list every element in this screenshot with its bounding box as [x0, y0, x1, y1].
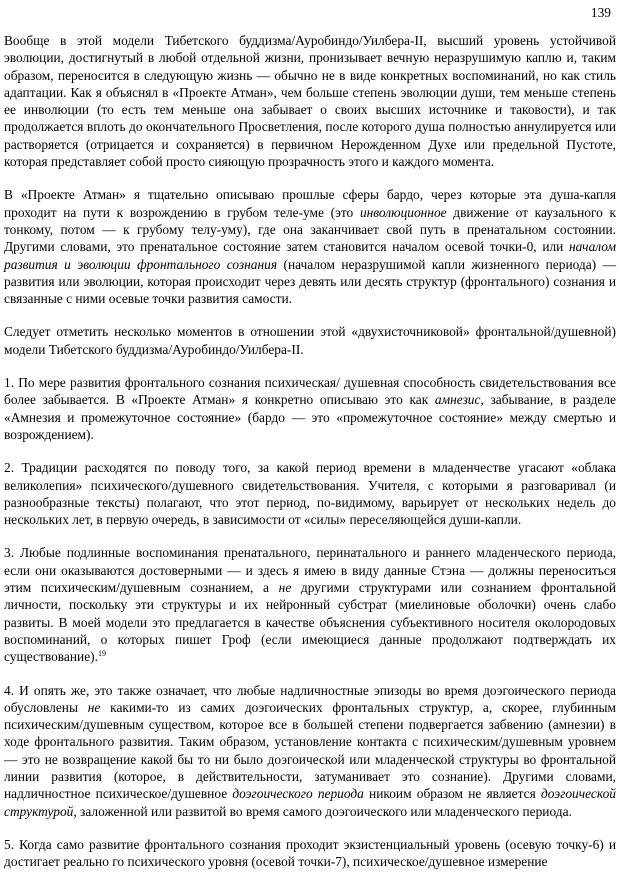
footnote-ref: 19 [97, 649, 106, 659]
paragraph [4, 323, 616, 358]
text-run: 4. И опять же, это также означает, что любые надличностные эпизоды во время доэгоического периода обусловлены [4, 682, 616, 715]
text-run: движение от каузального к тонкому, потом — к грубому телу-уму), где она заканчивает свой путь в пренатальном состоянии. Другими словами, это пренатальное состояние затем становится началом осевой точки-0, или [4, 204, 616, 255]
italic-text: не [87, 699, 101, 715]
italic-text: амнезис [434, 392, 481, 408]
text-run: , забывание, в разделе «Амнезия и промежуточное состояние» (бардо — это «промежуточное состояние» между смертью и возрождением). [4, 392, 616, 442]
paragraph [4, 459, 616, 528]
paragraph [4, 186, 616, 307]
text-run: В «Проекте Атман» я тщательно описываю прошлые сферы бардо, через которые эта душа-капля проходит на пути к возрождению в грубом теле-уме (это [4, 187, 616, 220]
italic-text: не [278, 580, 292, 596]
paragraph [4, 682, 616, 820]
text-run: 3. Любые подлинные воспоминания пренатального, перинатального и раннего младенческого периода, если они оказываются достоверными — и здесь я имею в виду данные Стэна — должны переноситься этим психическим/душевным сознанием, а [4, 545, 616, 596]
italic-text: инволюционное [359, 204, 447, 220]
paragraph [4, 374, 616, 443]
italic-text: началом развития и эволюции фронтального сознания [4, 239, 616, 272]
text-run: Вообще в этой модели Тибетского буддизма/Ауробиндо/Уилбера-II, высший уровень устойчивой эволюции, достигнутый в любой отдельной жизни, пронизывает вечную неразрушимую каплю и, таким образом, переносится в следующую жизнь — обычно не в виде конкретных воспоминаний, но как стиль адаптации. Как я объяснял в «Проекте Атман», чем больше степень эволюции души, тем меньше степень ее инволюции (то есть тем меньше она забывает о своих высших источнике и таковости), и так продолжается вплоть до окончательного Просветления, после которого душа полностью аннулируется или растворяется (отрицается и сохраняется) в первичном Нерожденном Духе или предельной Пустоте, которая представляет собой просто сияющую прозрачность этого и каждого момента. [4, 33, 616, 170]
text-run: Следует отметить несколько моментов в отношении этой «двухисточниковой» фронтальной/душевной) модели Тибетского буддизма/Ауробиндо/Уилбера-II. [4, 324, 616, 357]
text-run: никоим образом не является [363, 786, 541, 802]
paragraph [4, 836, 616, 871]
paragraph [4, 544, 616, 665]
italic-text: доэгоической структурой [4, 786, 616, 819]
text-run: 1. По мере развития фронтального сознания психическая/ душевная способность свидетельствования все более забывается. В «Проекте Атман» я конкретно описываю это как [4, 375, 616, 408]
text-run: другими структурами или сознанием фронтальной личности, поскольку эти структуры и их нейронный субстрат (миелиновые оболочки) очень слабо развиты. В моей модели это предлагается в качестве объяснения субъективного носителя околородовых воспоминаний, о которых пишет Гроф (если имеющиеся данные продолжают подтверждать их существование). [4, 580, 616, 665]
text-run: (началом неразрушимой капли жизненного периода) — развития или эволюции, которая происходит через девять или десять структур (фронтального) сознания и связанные с ними осевые точки развития самости. [4, 256, 616, 307]
body-text [4, 32, 616, 886]
text-run: какими-то из самих доэгоических фронтальных структур, а, скорее, глубинным психическим/душевным существом, которое все в большей степени подвергается забвению (амнезии) в ходе фронтального развития. Таким образом, установление контакта с психическим/душевным уровнем — это не возвращение какой бы то ни было доэгоической или младенческой структуры во фронтальной линии развития (которое, в действительности, затуманивает это сознание). Другими словами, надличностное психическое/душевное [4, 699, 616, 802]
paragraph [4, 32, 616, 170]
text-run: 2. Традиции расходятся по поводу того, за какой период времени в младенчестве угасают «облака великолепия» психического/душевного свидетельствования. Учителя, с которыми я разговаривал (и разнообразные тексты) полагают, что этот период, по-видимому, варьирует от нескольких недель до нескольких лет, в первую очередь, в зависимости от «силы» переселяющейся души-капли. [4, 460, 616, 528]
page-number: 139 [590, 5, 611, 20]
text-run: 5. Когда само развитие фронтального сознания проходит экзистенциальный уровень (осевую точку-6) и достигает реально го психического уровня (осевой точки-7), психическое/душевное измерение [4, 836, 616, 870]
text-run: , заложенной или развитой во время самого доэгоического или младенческого периода. [73, 803, 572, 819]
italic-text: доэгоического периода [232, 786, 364, 802]
